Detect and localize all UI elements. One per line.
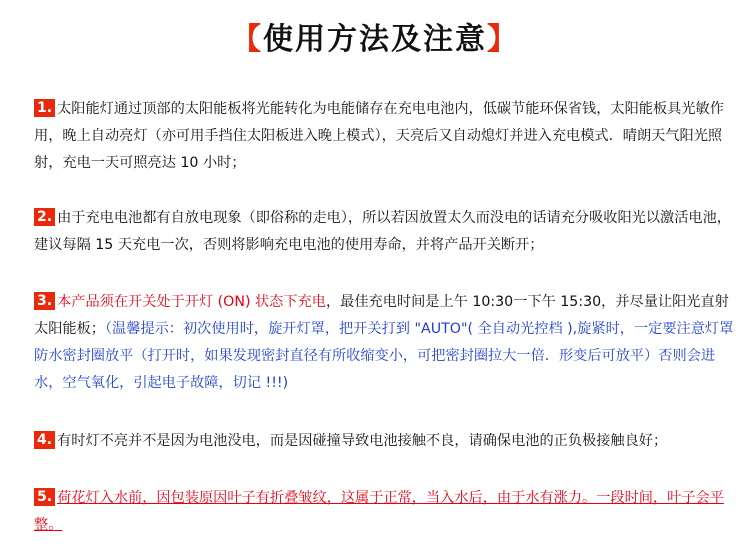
item-number-badge: 2. bbox=[34, 208, 55, 226]
title-text: 使用方法及注意 bbox=[263, 22, 487, 57]
item-number-badge: 5. bbox=[34, 488, 55, 506]
item-warning-text: 荷花灯入水前，因包装原因叶子有折叠皱纹，这属于正常，当入水后，由于水有涨力。一段时间，叶子会平整。 bbox=[34, 490, 724, 533]
title-left-bracket: 【 bbox=[231, 22, 263, 57]
title-right-bracket: 】 bbox=[487, 22, 519, 57]
instruction-item-5 bbox=[34, 485, 734, 539]
page-title bbox=[0, 14, 750, 58]
instruction-item-4 bbox=[34, 428, 734, 455]
item-text: 由于充电电池都有自放电现象（即俗称的走电），所以若因放置太久而没电的话请充分吸收阳光以激活电池，建议每隔 15 天充电一次，否则将影响充电电池的使用寿命，并将产品开关断开； bbox=[34, 210, 731, 253]
item-text: 有时灯不亮并不是因为电池没电，而是因碰撞导致电池接触不良，请确保电池的正负极接触良好； bbox=[57, 433, 668, 449]
instruction-item-3 bbox=[34, 289, 734, 397]
instruction-item-1 bbox=[34, 96, 734, 177]
item-tip-text: （温馨提示：初次使用时，旋开灯罩，把开关打到 "AUTO"( 全自动光控档 ),旋紧时，一定要注意灯罩防水密封圈放平（打开时，如果发现密封直径有所收缩变小，可把密封圈拉大一倍．形变后可放平）否则会进水，空气氧化，引起电子故障，切记 !!!) bbox=[34, 321, 734, 391]
instruction-item-2 bbox=[34, 205, 734, 259]
item-number-badge: 1. bbox=[34, 99, 55, 117]
item-text: ，最佳充电时间是上午 10:30一下午 15:30，并尽量让阳光直射太阳能板； bbox=[34, 294, 729, 337]
item-text: 太阳能灯通过顶部的太阳能板将光能转化为电能储存在充电电池内，低碳节能环保省钱，太阳能板具光敏作用，晚上自动亮灯（亦可用手挡住太阳板进入晚上模式），天亮后又自动熄灯并进入充电模式．晴朗天气阳光照射，充电一天可照亮达 10 小时； bbox=[34, 101, 724, 171]
item-number-badge: 4. bbox=[34, 431, 55, 449]
item-warning-text: 本产品须在开关处于开灯 (ON) 状态下充电 bbox=[57, 294, 326, 310]
item-number-badge: 3. bbox=[34, 292, 55, 310]
